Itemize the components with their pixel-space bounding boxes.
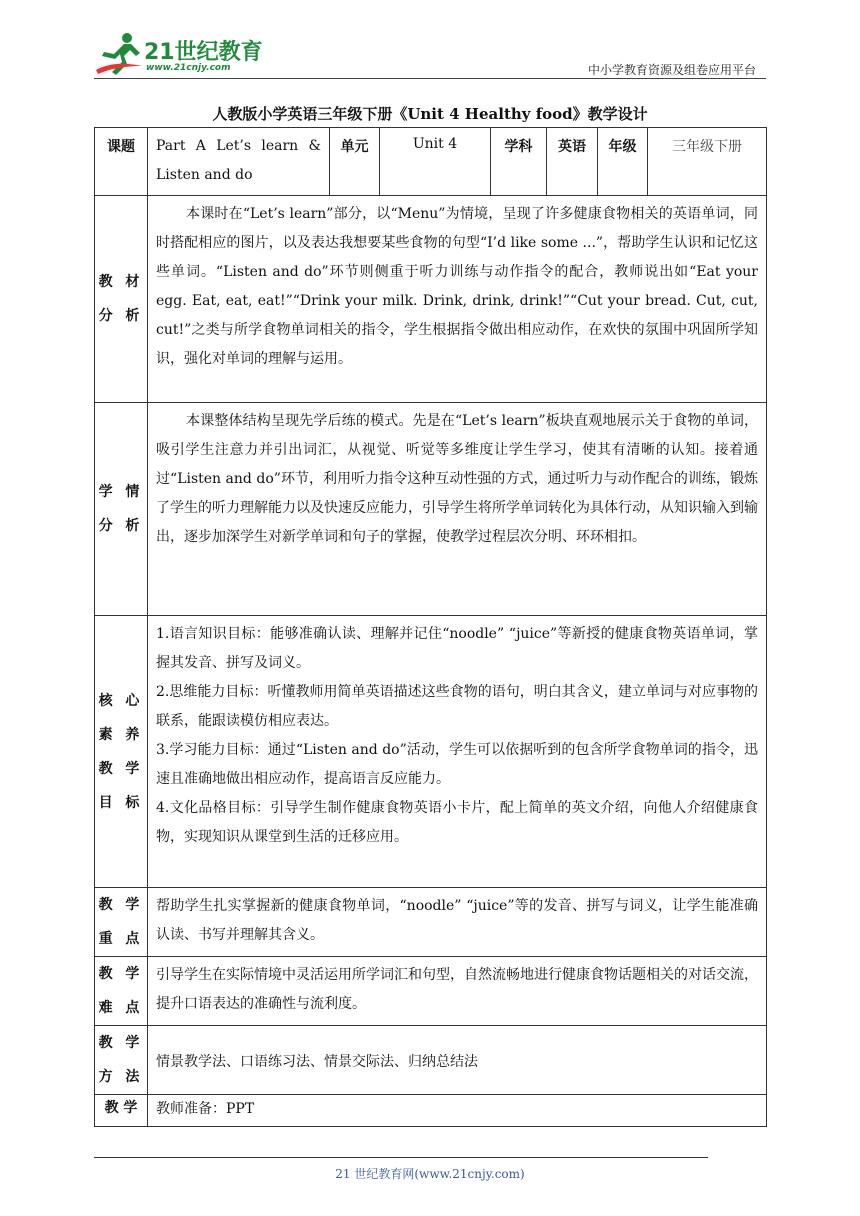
label-line: 方 法 [98, 1069, 144, 1085]
document-title: 人教版小学英语三年级下册《Unit 4 Healthy food》教学设计 [212, 105, 648, 123]
learner-analysis-row [95, 403, 767, 616]
label-line: 素 养 [98, 726, 144, 743]
goal-item: 2.思维能力目标：听懂教师用简单英语描述这些食物的语句，明白其含义，建立单词与对应事物的联系，能跟读模仿相应表达。 [156, 684, 758, 729]
platform-name: 中小学教育资源及组卷应用平台 [587, 63, 756, 77]
topic-value-line-1: Part A Let’s learn & [156, 138, 321, 154]
unit-label: 单元 [330, 128, 380, 196]
difficult-points-label [95, 957, 148, 1026]
key-points-text: 帮助学生扎实掌握新的健康食物单词，“noodle” “juice”等的发音、拼写与词义，让学生能准确认读、书写并理解其含义。 [148, 888, 767, 957]
learner-analysis-label [95, 403, 148, 616]
difficult-points-row [95, 957, 767, 1026]
teaching-method-label [95, 1026, 148, 1095]
material-analysis-text: 本课时在“Let’s learn”部分，以“Menu”为情境，呈现了许多健康食物相关的英语单词，同时搭配相应的图片，以及表达我想要某些食物的句型“I’d like some ...”，帮助学生认识和记忆这些单词。“Listen and do”环节则侧重于听力训练与动作指令的配合，教师说出如“Eat your egg. Eat, eat, eat!”“Drink your milk. Drink, drink, drink!”“Cut your bread. Cut, cut, cut!”之类与所学食物单词相关的指令，学生根据指令做出相应动作，在欢快的氛围中巩固所学知识，强化对单词的理解与运用。 [148, 196, 767, 403]
label-line: 教 学 [98, 760, 144, 777]
label-line: 目 标 [98, 794, 144, 811]
label-line: 重 点 [98, 931, 144, 947]
teaching-prep-label: 教 学 [95, 1095, 148, 1127]
label-line: 分 析 [98, 518, 144, 534]
runner-logo-icon [94, 30, 146, 78]
core-goals-list [148, 616, 767, 888]
label-line: 教 学 [98, 897, 144, 913]
subject-value: 英语 [547, 128, 598, 196]
label-line: 教 材 [98, 274, 144, 290]
key-points-label [95, 888, 148, 957]
footer-link[interactable]: 21 世纪教育网(www.21cnjy.com) [335, 1167, 525, 1181]
label-line: 学 情 [98, 484, 144, 500]
key-points-row [95, 888, 767, 957]
lesson-plan-table [94, 127, 767, 1127]
learner-analysis-text: 本课整体结构呈现先学后练的模式。先是在“Let’s learn”板块直观地展示关于食物的单词，吸引学生注意力并引出词汇，从视觉、听觉等多维度让学生学习，使其有清晰的认知。接着通过“Listen and do”环节，利用听力指令这种互动性强的方式，通过听力与动作配合的训练，锻炼了学生的听力理解能力以及快速反应能力，引导学生将所学单词转化为具体行动，从知识输入到输出，逐步加深学生对新学单词和句子的掌握，使教学过程层次分明、环环相扣。 [148, 403, 767, 616]
topic-label: 课题 [95, 128, 148, 196]
teaching-method-text: 情景教学法、口语练习法、情景交际法、归纳总结法 [148, 1026, 767, 1095]
core-goals-row [95, 616, 767, 888]
label-line: 教 学 [98, 966, 144, 982]
grade-label: 年级 [598, 128, 648, 196]
topic-row [95, 128, 767, 196]
logo-text: 21世纪教育 [144, 40, 263, 65]
subject-label: 学科 [491, 128, 547, 196]
footer-divider [94, 1157, 708, 1158]
material-analysis-row [95, 196, 767, 403]
unit-value: Unit 4 [380, 128, 491, 196]
difficult-points-text: 引导学生在实际情境中灵活运用所学词汇和句型，自然流畅地进行健康食物话题相关的对话交流，提升口语表达的准确性与流利度。 [148, 957, 767, 1026]
header-divider [94, 78, 766, 79]
label-line: 教 学 [98, 1035, 144, 1051]
material-analysis-label [95, 196, 148, 403]
grade-value: 三年级下册 [648, 128, 767, 196]
goal-item: 4.文化品格目标：引导学生制作健康食物英语小卡片，配上简单的英文介绍，向他人介绍健康食物，实现知识从课堂到生活的迁移应用。 [156, 800, 758, 845]
goal-item: 3.学习能力目标：通过“Listen and do”活动，学生可以依据听到的包含所学食物单词的指令，迅速且准确地做出相应动作，提高语言反应能力。 [156, 742, 758, 787]
teaching-prep-text: 教师准备：PPT [148, 1095, 767, 1127]
label-line: 难 点 [98, 1000, 144, 1016]
teaching-prep-row [95, 1095, 767, 1127]
goal-item: 1.语言知识目标：能够准确认读、理解并记住“noodle” “juice”等新授的健康食物英语单词，掌握其发音、拼写及词义。 [156, 626, 758, 671]
label-line: 分 析 [98, 308, 144, 324]
logo-url[interactable]: www.21cnjy.com [146, 63, 231, 73]
brand-logo[interactable] [94, 30, 264, 80]
page-header [94, 30, 766, 82]
label-line: 核 心 [98, 692, 144, 709]
topic-value [148, 128, 330, 196]
topic-value-line-2: Listen and do [156, 167, 253, 183]
core-goals-label [95, 616, 148, 888]
teaching-method-row [95, 1026, 767, 1095]
